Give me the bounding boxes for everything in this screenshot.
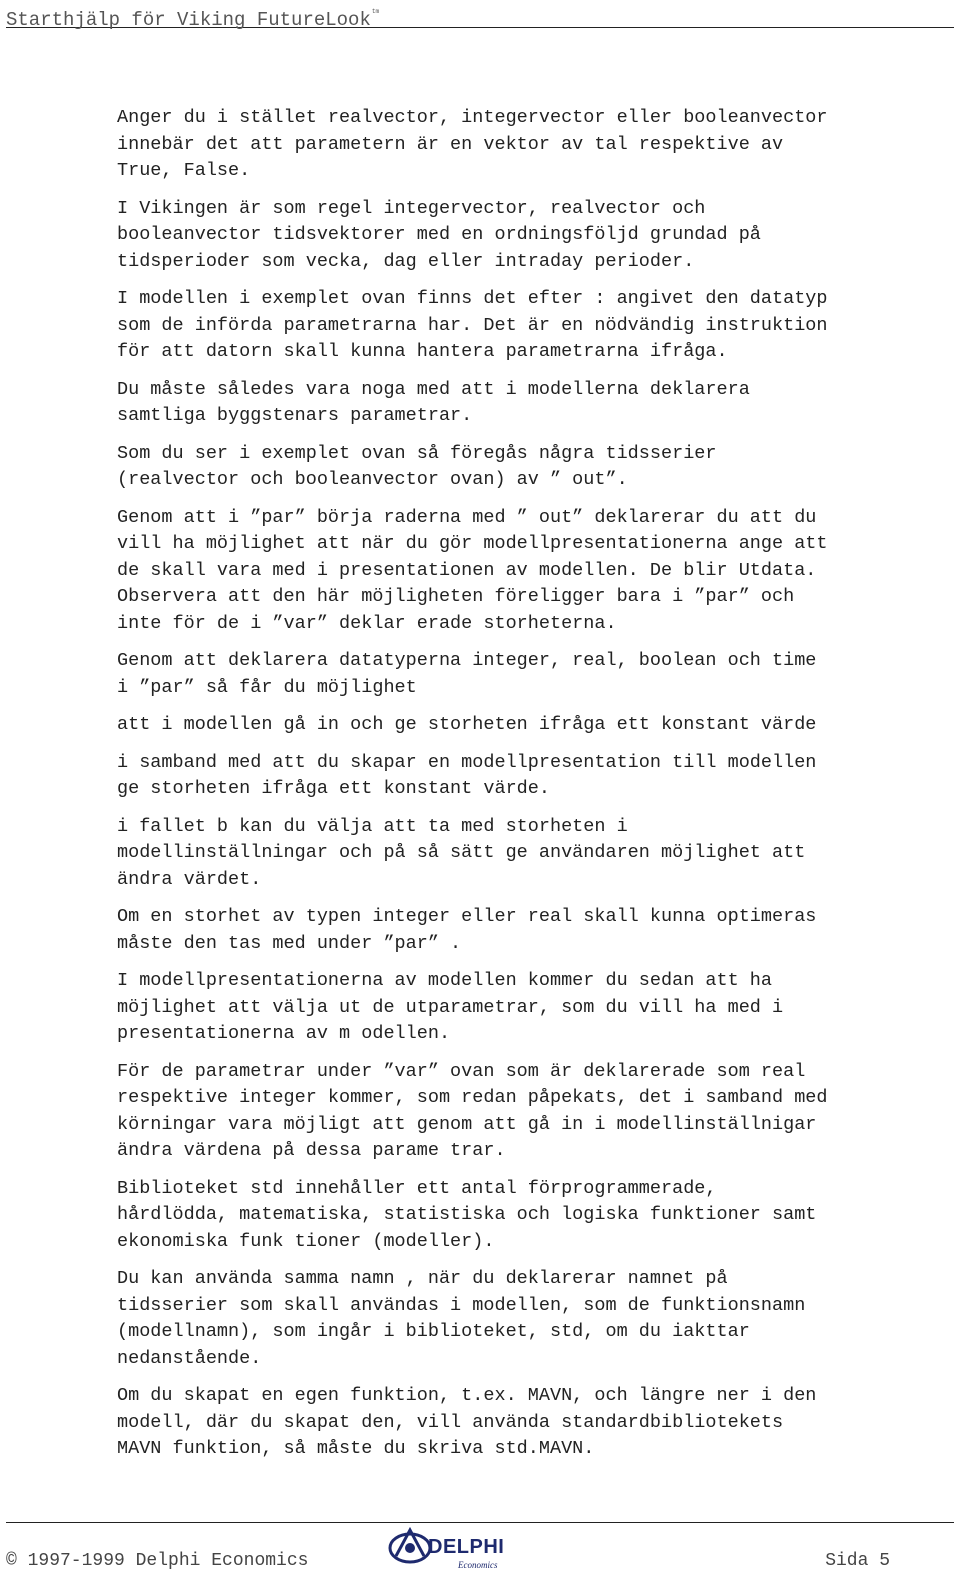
delphi-logo-subtext: Economics bbox=[458, 1560, 498, 1570]
copyright-text: © 1997-1999 Delphi Economics bbox=[6, 1551, 309, 1571]
paragraph: Genom att deklarera datatyperna integer, real, boolean och time i ”par” så får du möjlighet bbox=[117, 650, 817, 698]
paragraph: För de parametrar under ”var” ovan som är deklarerade som real respektive integer kommer, som redan påpekats, det i samband med körningar vara möjligt att genom att gå in i modellinställnigar ändra värdena på dessa parame trar. bbox=[117, 1060, 828, 1161]
paragraph: I Vikingen är som regel integervector, realvector och booleanvector tidsvektorer med en ordningsföljd grundad på tidsperioder som vecka, dag eller intraday perioder. bbox=[117, 197, 761, 272]
paragraph: Du måste således vara noga med att i modellerna deklarera samtliga byggstenars parametrar. bbox=[117, 378, 750, 426]
paragraph: Du kan använda samma namn , när du deklarerar namnet på tidsserier som skall användas i modellen, som de funktionsnamn (modellnamn), som ingår i biblioteket, std, om du iakttar nedanstående. bbox=[117, 1268, 806, 1369]
paragraph: i samband med att du skapar en modellpresentation till modellen ge storheten ifråga ett konstant värde. bbox=[117, 751, 817, 799]
trademark-mark: tm bbox=[371, 8, 380, 15]
paragraph: i fallet b kan du välja att ta med storheten i modellinställningar och på så sätt ge användaren möjlighet att ändra värdet. bbox=[117, 815, 806, 890]
page-header bbox=[6, 0, 954, 31]
page-footer bbox=[0, 1518, 960, 1592]
paragraph: I modellpresentationerna av modellen kommer du sedan att ha möjlighet att välja ut de utparametrar, som du vill ha med i presentationerna av m odellen. bbox=[117, 970, 784, 1044]
paragraph: Som du ser i exemplet ovan så föregås några tidsserier (realvector och booleanvector ovan) av ” out”. bbox=[117, 442, 717, 490]
paragraph: Anger du i stället realvector, integervector eller booleanvector innebär det att parametern är en vektor av tal respektive av True, False. bbox=[117, 107, 828, 181]
paragraph: Biblioteket std innehåller ett antal förprogrammerade, hårdlödda, matematiska, statistiska och logiska funktioner samt ekonomiska funk tioner (modeller). bbox=[117, 1177, 817, 1252]
paragraph: att i modellen gå in och ge storheten ifråga ett konstant värde bbox=[117, 714, 817, 735]
page-header-title bbox=[6, 0, 379, 32]
header-title-text: Starthjälp för Viking FutureLook bbox=[6, 9, 371, 31]
delphi-logo-icon bbox=[386, 1522, 434, 1570]
paragraph: Genom att i ”par” börja raderna med ” out” deklarerar du att du vill ha möjlighet att när du gör modellpresentationerna ange att de skall vara med i presentationen av modellen. De blir Utdata. Observera att den här möjligheten föreligger bara i ”par” och inte för de i ”var” deklar erade storheterna. bbox=[117, 506, 828, 634]
paragraph: I modellen i exemplet ovan finns det efter : angivet den datatyp som de införda parametrarna har. Det är en nödvändig instruktion för att datorn skall kunna hantera parametrarna ifråga. bbox=[117, 288, 828, 362]
document-body bbox=[117, 105, 947, 1474]
paragraph: Om en storhet av typen integer eller real skall kunna optimeras måste den tas med under ”par” . bbox=[117, 906, 817, 954]
page-number: Sida 5 bbox=[825, 1551, 890, 1571]
paragraph: Om du skapat en egen funktion, t.ex. MAVN, och längre ner i den modell, där du skapat den, vill använda standardbibliotekets MAVN funktion, så måste du skriva std.MAVN. bbox=[117, 1385, 817, 1459]
delphi-logo bbox=[386, 1522, 516, 1572]
delphi-logo-text: DELPHI bbox=[428, 1536, 505, 1558]
